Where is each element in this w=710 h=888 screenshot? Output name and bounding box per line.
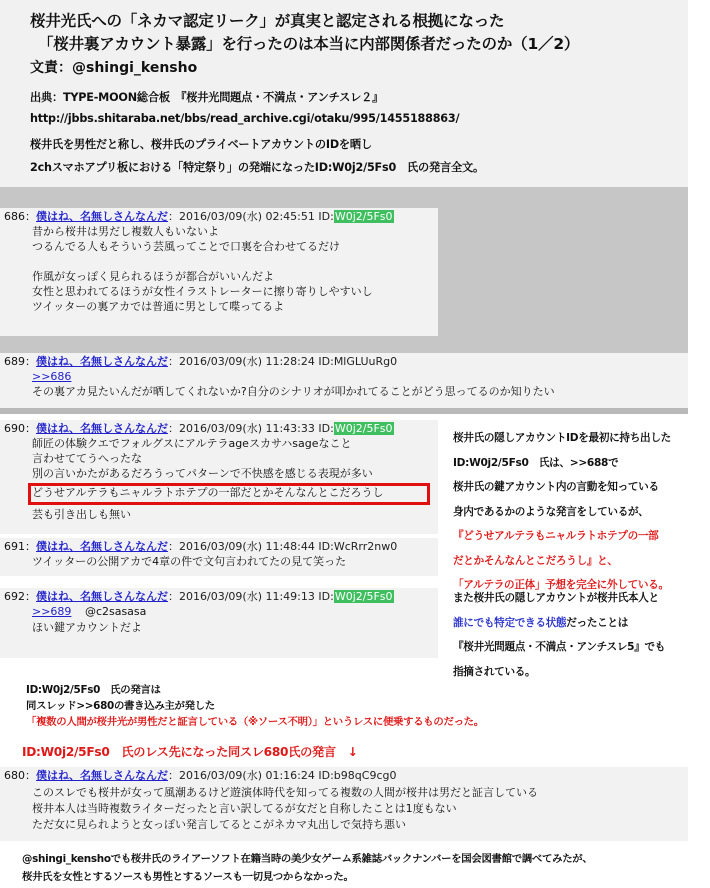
sidebar-line: 指摘されている。 <box>453 665 536 678</box>
sidebar-line-emphasis: 『どうせアルテラもニャルラトホテプの一部 <box>453 530 659 542</box>
poster-id: MlGLUuRg0 <box>333 355 398 368</box>
sidebar-line: だったことは <box>566 616 628 629</box>
poster-id-highlight: W0j2/5Fs0 <box>334 590 393 603</box>
post-line: ツイッターの公開アカで4章の件で文句言われてたの見て笑った <box>32 555 347 568</box>
sidebar-line: 『桜井光問題点・不満点・アンチスレ5』でも <box>453 641 666 653</box>
sidebar-line-emphasis: 「アルテラの正体」予想を完全に外している。 <box>453 579 669 591</box>
highlight-box <box>28 483 430 505</box>
post-line: このスレでも桜井が女って風潮あるけど遊演体時代を知ってる複数の人間が桜井は男だと証言している <box>32 786 538 799</box>
post-line: ほい鍵アカウントだよ <box>32 621 142 634</box>
post-line: 桜井本人は当時複数ライターだったと言い訳してるが女だと自称したことは1度もない <box>32 802 457 815</box>
post-number: 686： <box>4 210 36 223</box>
note-line: ID:W0j2/5Fs0 氏の発言は <box>26 684 161 696</box>
poster-name[interactable]: 僕はね、名無しさんなんだ <box>36 769 168 782</box>
post-number: 680： <box>4 769 36 782</box>
post-line: 師匠の体験クエでフォルグスにアルテラageスカサハsageなこと <box>32 437 352 450</box>
sidebar-commentary <box>453 426 671 598</box>
footer-line: 桜井氏を女性とするソースも男性とするソースも一切見つからなかった。 <box>22 871 354 883</box>
post-689 <box>0 353 688 408</box>
post-number: 691： <box>4 540 36 553</box>
poster-name[interactable]: 僕はね、名無しさんなんだ <box>36 540 168 553</box>
post-line: 女性と思われてるほうが女性イラストレーターに擦り寄りしやすいし <box>32 285 373 298</box>
post-meta: ：2016/03/09(水) 01:16:24 ID:b98qC9cg0 <box>168 769 397 782</box>
post-meta: ：2016/03/09(水) 11:28:24 ID: <box>168 355 334 368</box>
poster-id-highlight: W0j2/5Fs0 <box>334 210 393 223</box>
sidebar-line-emphasis: 誰にでも特定できる状態 <box>453 616 567 629</box>
twitter-handle: @c2sasasa <box>84 605 147 618</box>
poster-name[interactable]: 僕はね、名無しさんなんだ <box>36 355 168 368</box>
sidebar-line: 桜井氏の鍵アカウント内の言動を知っている <box>453 481 659 493</box>
poster-name[interactable]: 僕はね、名無しさんなんだ <box>36 590 168 603</box>
post-line: その裏アカ見たいんだが晒してくれないか?自分のシナリオが叩かれてることがどう思ってるのか知りたい <box>32 385 555 398</box>
post-meta: ：2016/03/09(水) 11:49:13 ID: <box>168 590 334 603</box>
post-meta: ：2016/03/09(水) 02:45:51 ID: <box>168 210 334 223</box>
title-line-1: 桜井光氏への「ネカマ認定リーク」が真実と認定される根拠になった <box>30 12 505 30</box>
note-line-emphasis: 「複数の人間が桜井光が男性だと証言している（※ソース不明）」というレスに便乗するものだった。 <box>26 716 484 728</box>
post-line: ただ女に見られようと女っぽい発言してるとこがネカマ丸出しで気持ち悪い <box>32 818 406 831</box>
byline: 文責：@shingi_kensho <box>30 60 198 76</box>
article-header <box>0 0 688 187</box>
sidebar-commentary-2 <box>453 586 665 684</box>
poster-name[interactable]: 僕はね、名無しさんなんだ <box>36 210 168 223</box>
post-691 <box>0 538 438 576</box>
section-heading: ID:W0j2/5Fs0 氏のレス先になった同スレ680氏の発言 ↓ <box>22 745 358 759</box>
description-line-1: 桜井氏を男性だと称し、桜井氏のプライベートアカウントのIDを晒し <box>30 138 372 151</box>
highlighted-post-line: どうせアルテラもニャルラトホテプの一部だとかそんなんとこだろうし <box>32 486 384 499</box>
sidebar-line-emphasis: だとかそんなんとこだろうし』と、 <box>453 554 618 567</box>
title-line-2: 「桜井裏アカウント暴露」を行ったのは本当に内部関係者だったのか（1／2） <box>38 35 580 53</box>
post-number: 690： <box>4 422 36 435</box>
post-meta: ：2016/03/09(水) 11:48:44 ID: <box>168 540 334 553</box>
post-680 <box>0 767 688 841</box>
post-line: 別の言いかたがあるだろうってパターンで不快感を感じる表現が多い <box>32 467 373 480</box>
sidebar-line: 桜井氏の隠しアカウントIDを最初に持ち出した <box>453 432 671 444</box>
post-number: 689： <box>4 355 36 368</box>
poster-id-highlight: W0j2/5Fs0 <box>334 422 393 435</box>
description-line-2: 2chスマホアプリ板における「特定祭り」の発端になったID:W0j2/5Fs0 氏の発言全文。 <box>30 161 484 174</box>
post-686 <box>0 208 438 336</box>
footer-line: @shingi_kenshoでも桜井氏のライアーソフト在籍当時の美少女ゲーム系雑誌バックナンバーを国会図書館で調べてみたが、 <box>22 853 593 865</box>
reply-anchor-link[interactable]: >>686 <box>32 370 72 383</box>
post-692 <box>0 588 438 658</box>
post-line: 言わせててうへったな <box>32 452 142 465</box>
post-line: ツイッターの裏アカでは普通に男として喋ってるよ <box>32 300 285 313</box>
poster-id: WcRrr2nw0 <box>333 540 398 553</box>
post-line: 芸も引き出しも無い <box>32 508 131 521</box>
post-line: 作風が女っぽく見られるほうが都合がいいんだよ <box>32 270 274 283</box>
source-url[interactable]: http://jbbs.shitaraba.net/bbs/read_archive.cgi/otaku/995/1455188863/ <box>30 112 460 125</box>
post-690 <box>0 420 438 534</box>
sidebar-line: 身内であるかのような発言をしているが、 <box>453 505 649 518</box>
sidebar-line: また桜井氏の隠しアカウントが桜井氏本人と <box>453 592 659 604</box>
reply-anchor-link[interactable]: >>689 <box>32 605 72 618</box>
post-line: つるんでる人もそういう芸風ってことで口裏を合わせてるだけ <box>32 240 340 253</box>
post-line: 昔から桜井は男だし複数人もいないよ <box>32 225 219 238</box>
source-line: 出典：TYPE-MOON総合板 『桜井光問題点・不満点・アンチスレ２』 <box>30 91 384 104</box>
post-number: 692： <box>4 590 36 603</box>
sidebar-line: ID:W0j2/5Fs0 氏は、>>688で <box>453 456 619 469</box>
poster-name[interactable]: 僕はね、名無しさんなんだ <box>36 422 168 435</box>
post-meta: ：2016/03/09(水) 11:43:33 ID: <box>168 422 334 435</box>
note-line: 同スレッド>>680の書き込み主が発した <box>26 700 215 712</box>
